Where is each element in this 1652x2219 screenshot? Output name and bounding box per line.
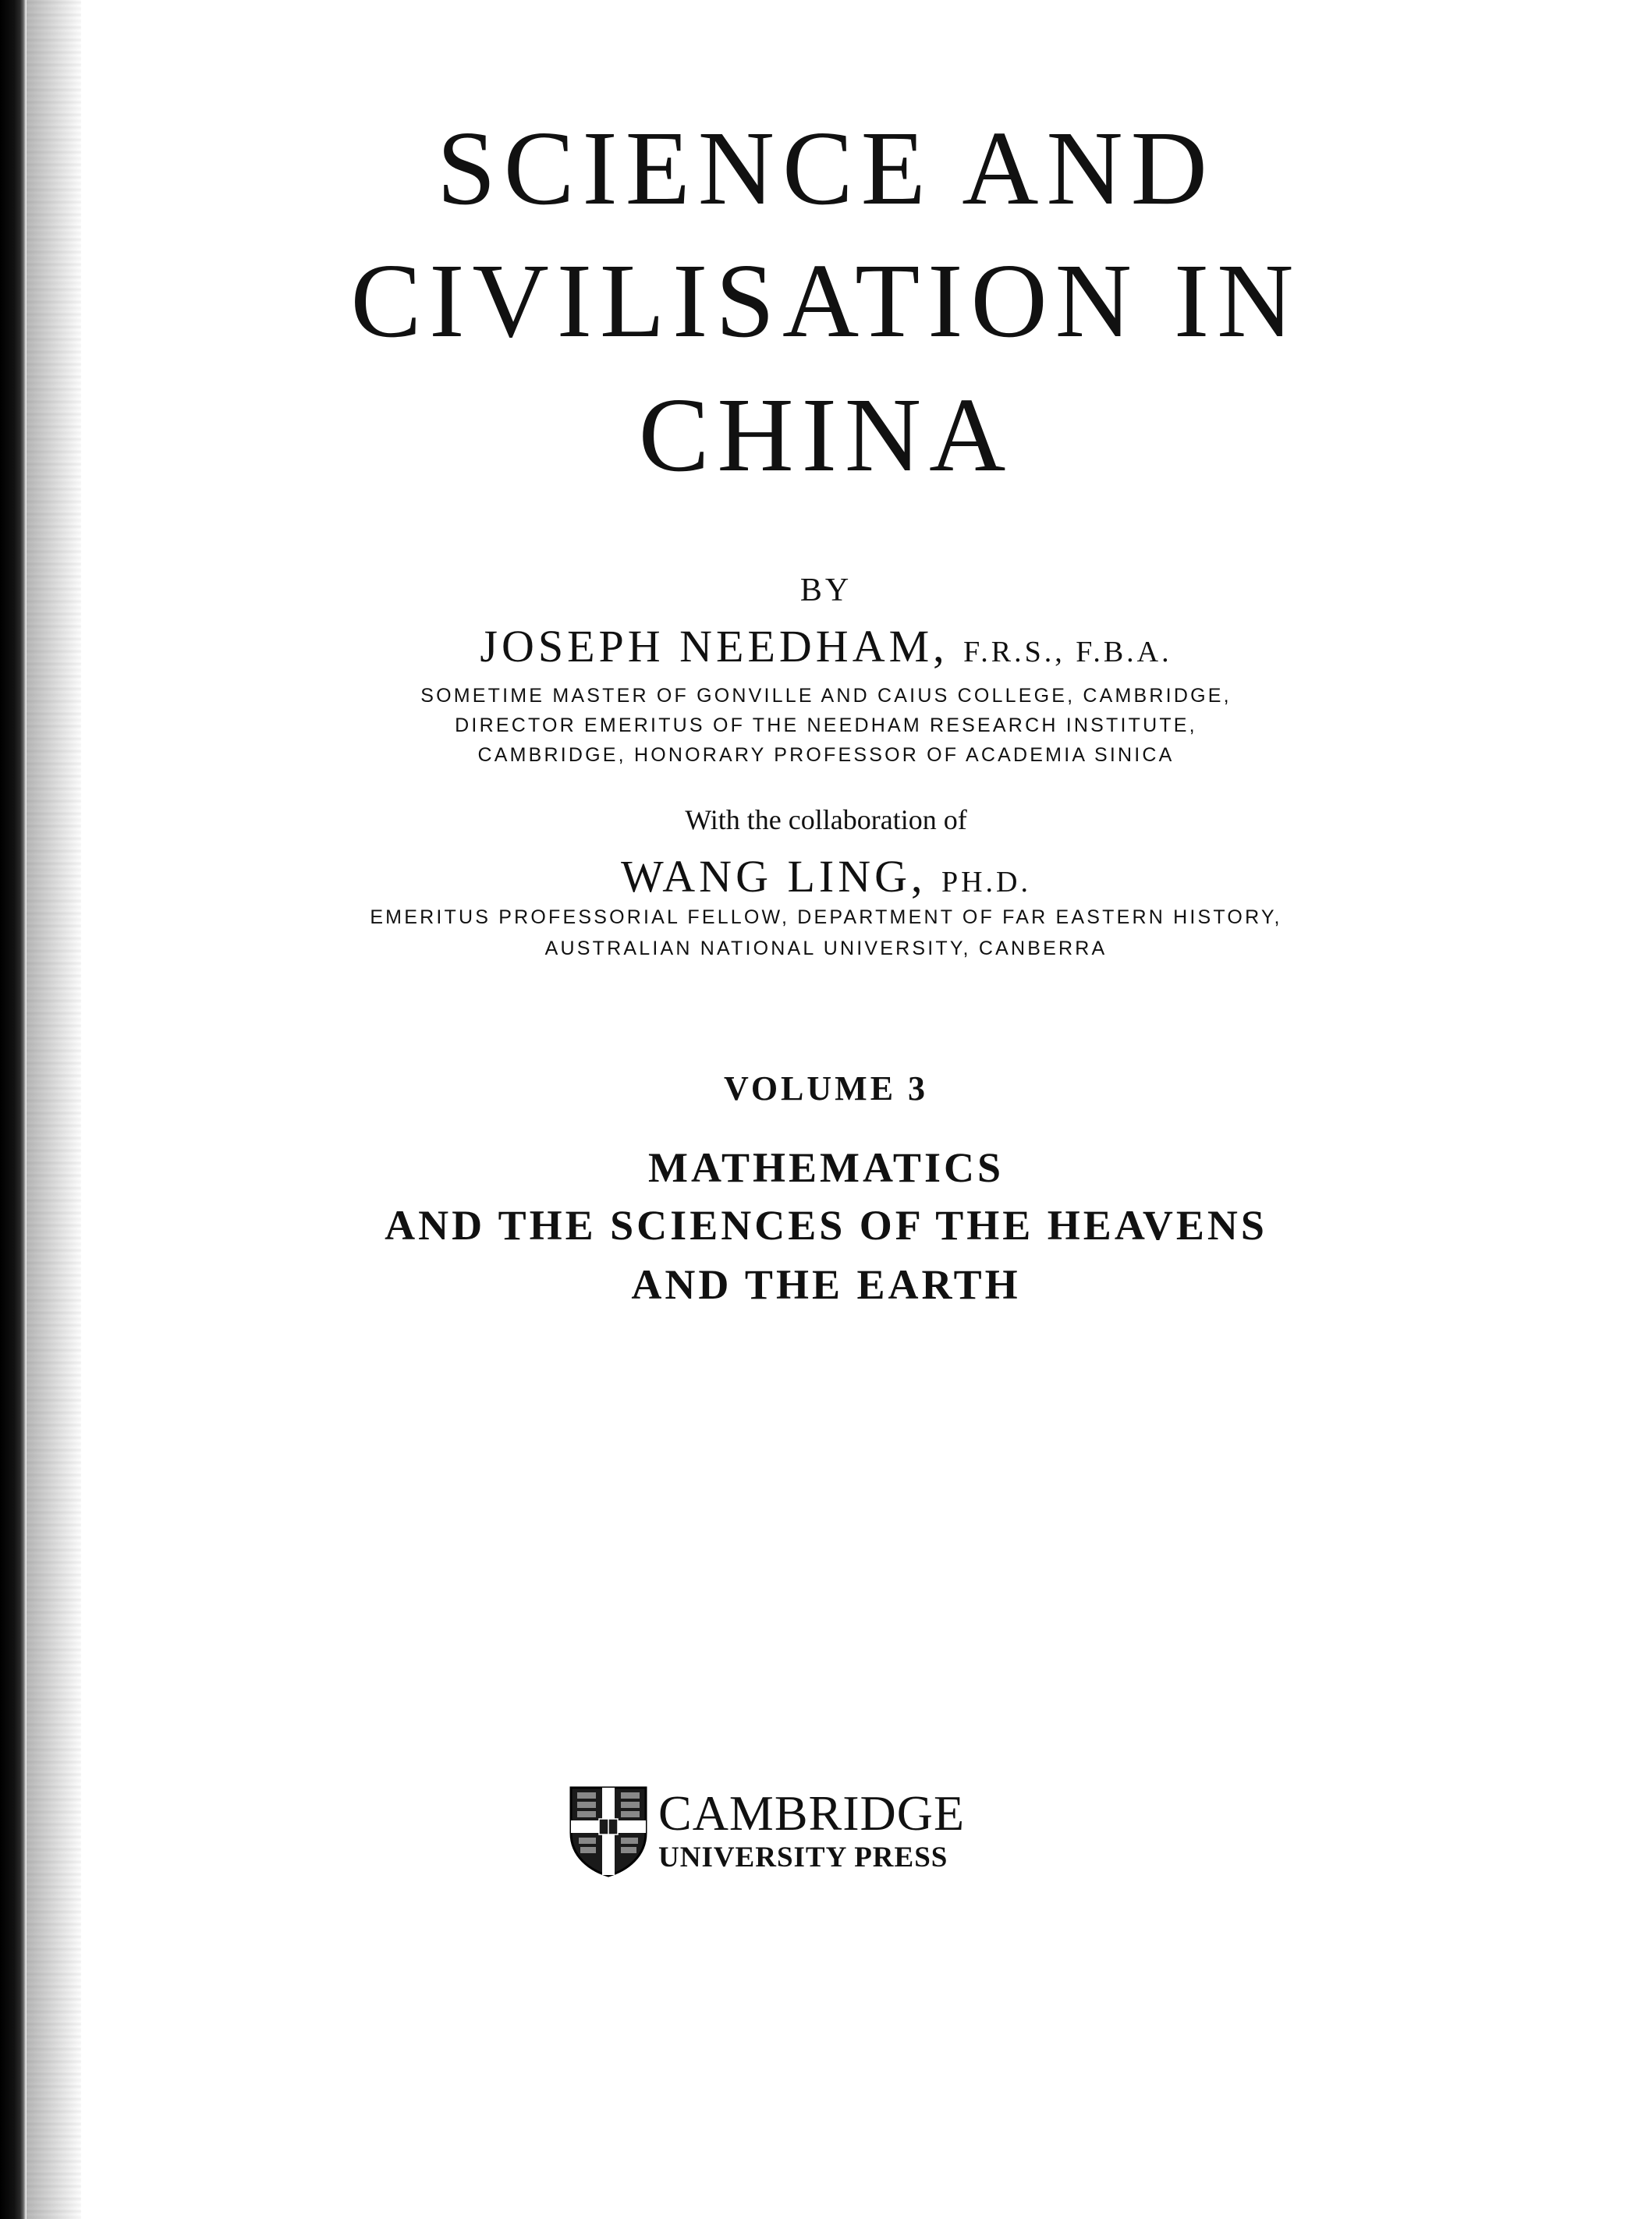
- collaborator-line: [0, 850, 1652, 902]
- author-affiliation-2: DIRECTOR EMERITUS OF THE NEEDHAM RESEARCH INSTITUTE,: [455, 714, 1197, 736]
- university-crest-icon: [568, 1785, 649, 1878]
- author-name: JOSEPH NEEDHAM,: [480, 621, 948, 672]
- title-line-3: CHINA: [638, 377, 1014, 494]
- collaborator-name: WANG LING,: [620, 851, 927, 902]
- author-affiliation-3: CAMBRIDGE, HONORARY PROFESSOR OF ACADEMIA SINICA: [477, 744, 1175, 766]
- collaborator-affiliation-2: AUSTRALIAN NATIONAL UNIVERSITY, CANBERRA: [544, 938, 1108, 959]
- subject-line-3: AND THE EARTH: [631, 1261, 1021, 1308]
- collaboration-label: With the collaboration of: [685, 804, 967, 835]
- subject-line-2: AND THE SCIENCES OF THE HEAVENS: [385, 1202, 1267, 1249]
- volume-label: VOLUME 3: [723, 1069, 929, 1108]
- collaborator-affiliation-1: EMERITUS PROFESSORIAL FELLOW, DEPARTMENT OF FAR EASTERN HISTORY,: [370, 906, 1282, 928]
- title-line-2: CIVILISATION IN: [350, 243, 1302, 360]
- author-honors: F.R.S., F.B.A.: [963, 636, 1172, 668]
- by-label: BY: [799, 572, 853, 608]
- publisher-subtitle: UNIVERSITY PRESS: [658, 1841, 948, 1873]
- author-line: [0, 620, 1652, 672]
- title-line-1: SCIENCE AND: [437, 110, 1215, 227]
- publisher-name: CAMBRIDGE: [658, 1785, 966, 1841]
- subject-line-1: MATHEMATICS: [647, 1144, 1004, 1191]
- author-affiliation-1: SOMETIME MASTER OF GONVILLE AND CAIUS COLLEGE, CAMBRIDGE,: [420, 685, 1232, 707]
- publisher-imprint: [568, 1785, 965, 1878]
- collaborator-degree: PH.D.: [941, 866, 1032, 899]
